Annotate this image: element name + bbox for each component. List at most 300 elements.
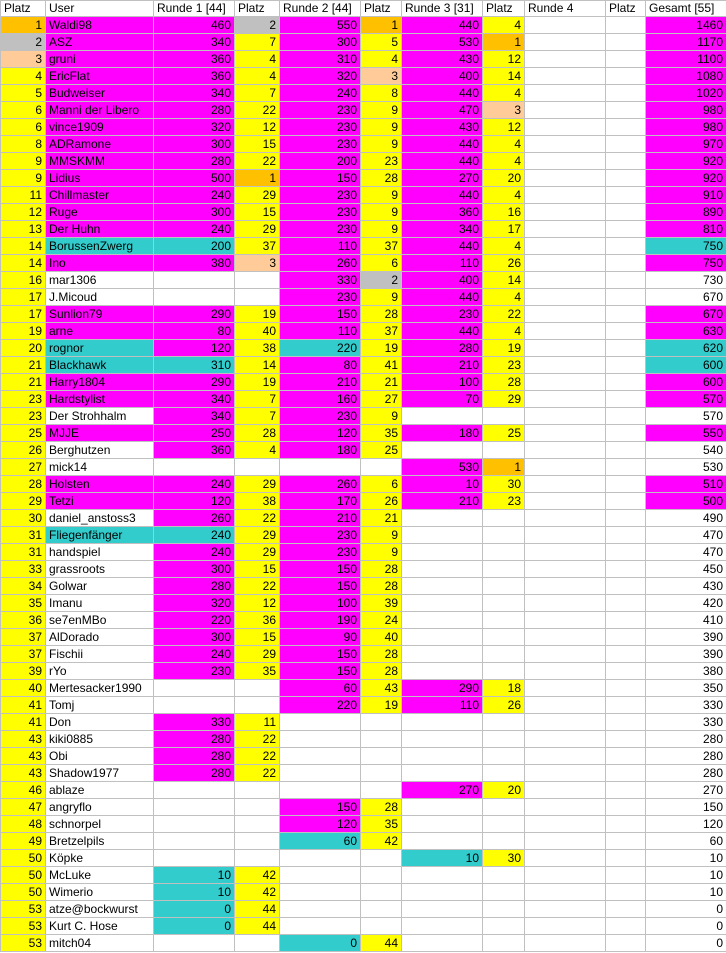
runde-4-points-cell[interactable]	[525, 833, 606, 850]
header-platz-runde-2[interactable]: Platz	[361, 1, 402, 17]
user-cell[interactable]: kiki0885	[46, 731, 154, 748]
runde-1-points-cell[interactable]: 340	[154, 391, 235, 408]
runde-1-points-cell[interactable]: 240	[154, 476, 235, 493]
rank-cell[interactable]: 34	[1, 578, 46, 595]
total-points-cell[interactable]: 570	[646, 391, 726, 408]
rank-cell[interactable]: 26	[1, 442, 46, 459]
runde-3-points-cell[interactable]	[402, 612, 483, 629]
runde-3-rank-cell[interactable]: 26	[483, 255, 525, 272]
runde-1-rank-cell[interactable]: 44	[235, 901, 280, 918]
runde-1-points-cell[interactable]: 120	[154, 493, 235, 510]
runde-1-rank-cell[interactable]: 29	[235, 187, 280, 204]
runde-4-rank-cell[interactable]	[606, 323, 646, 340]
runde-3-points-cell[interactable]: 440	[402, 136, 483, 153]
runde-3-rank-cell[interactable]	[483, 833, 525, 850]
runde-3-points-cell[interactable]	[402, 799, 483, 816]
runde-3-points-cell[interactable]: 470	[402, 102, 483, 119]
runde-1-points-cell[interactable]: 330	[154, 714, 235, 731]
runde-2-points-cell[interactable]	[280, 765, 361, 782]
runde-4-points-cell[interactable]	[525, 272, 606, 289]
runde-1-points-cell[interactable]: 260	[154, 510, 235, 527]
total-points-cell[interactable]: 390	[646, 646, 726, 663]
runde-2-points-cell[interactable]: 150	[280, 663, 361, 680]
runde-1-rank-cell[interactable]: 22	[235, 748, 280, 765]
runde-1-points-cell[interactable]: 280	[154, 153, 235, 170]
rank-cell[interactable]: 39	[1, 663, 46, 680]
total-points-cell[interactable]: 10	[646, 850, 726, 867]
user-cell[interactable]: Shadow1977	[46, 765, 154, 782]
runde-2-rank-cell[interactable]: 37	[361, 238, 402, 255]
runde-1-points-cell[interactable]: 360	[154, 442, 235, 459]
runde-4-rank-cell[interactable]	[606, 153, 646, 170]
runde-3-rank-cell[interactable]	[483, 867, 525, 884]
runde-1-rank-cell[interactable]	[235, 289, 280, 306]
rank-cell[interactable]: 41	[1, 697, 46, 714]
runde-3-rank-cell[interactable]: 3	[483, 102, 525, 119]
runde-3-rank-cell[interactable]: 29	[483, 391, 525, 408]
rank-cell[interactable]: 6	[1, 119, 46, 136]
runde-4-points-cell[interactable]	[525, 306, 606, 323]
rank-cell[interactable]: 4	[1, 68, 46, 85]
runde-1-points-cell[interactable]: 0	[154, 918, 235, 935]
runde-3-points-cell[interactable]	[402, 918, 483, 935]
runde-4-rank-cell[interactable]	[606, 238, 646, 255]
rank-cell[interactable]: 8	[1, 136, 46, 153]
runde-2-points-cell[interactable]	[280, 731, 361, 748]
runde-1-rank-cell[interactable]: 15	[235, 204, 280, 221]
total-points-cell[interactable]: 570	[646, 408, 726, 425]
runde-4-rank-cell[interactable]	[606, 612, 646, 629]
runde-4-points-cell[interactable]	[525, 527, 606, 544]
runde-2-points-cell[interactable]: 550	[280, 17, 361, 34]
runde-3-rank-cell[interactable]	[483, 595, 525, 612]
total-points-cell[interactable]: 920	[646, 153, 726, 170]
user-cell[interactable]: Tomj	[46, 697, 154, 714]
runde-2-points-cell[interactable]: 150	[280, 646, 361, 663]
runde-2-rank-cell[interactable]: 5	[361, 34, 402, 51]
runde-2-rank-cell[interactable]: 42	[361, 833, 402, 850]
runde-3-rank-cell[interactable]	[483, 442, 525, 459]
runde-3-points-cell[interactable]: 270	[402, 782, 483, 799]
header-runde-4[interactable]: Runde 4	[525, 1, 606, 17]
runde-4-rank-cell[interactable]	[606, 663, 646, 680]
runde-1-rank-cell[interactable]: 29	[235, 527, 280, 544]
runde-4-rank-cell[interactable]	[606, 646, 646, 663]
runde-1-rank-cell[interactable]: 19	[235, 306, 280, 323]
rank-cell[interactable]: 41	[1, 714, 46, 731]
runde-4-points-cell[interactable]	[525, 408, 606, 425]
runde-3-rank-cell[interactable]: 1	[483, 34, 525, 51]
runde-1-points-cell[interactable]	[154, 816, 235, 833]
runde-1-points-cell[interactable]: 240	[154, 544, 235, 561]
rank-cell[interactable]: 28	[1, 476, 46, 493]
total-points-cell[interactable]: 510	[646, 476, 726, 493]
runde-1-rank-cell[interactable]: 22	[235, 153, 280, 170]
user-cell[interactable]: daniel_anstoss3	[46, 510, 154, 527]
header-platz-runde-1[interactable]: Platz	[235, 1, 280, 17]
runde-1-rank-cell[interactable]: 19	[235, 374, 280, 391]
runde-1-rank-cell[interactable]	[235, 782, 280, 799]
runde-3-rank-cell[interactable]: 18	[483, 680, 525, 697]
rank-cell[interactable]: 9	[1, 170, 46, 187]
runde-3-rank-cell[interactable]: 16	[483, 204, 525, 221]
runde-4-points-cell[interactable]	[525, 255, 606, 272]
runde-4-points-cell[interactable]	[525, 561, 606, 578]
runde-1-rank-cell[interactable]	[235, 459, 280, 476]
runde-4-rank-cell[interactable]	[606, 306, 646, 323]
user-cell[interactable]: rYo	[46, 663, 154, 680]
runde-4-rank-cell[interactable]	[606, 119, 646, 136]
runde-1-rank-cell[interactable]: 7	[235, 34, 280, 51]
runde-1-rank-cell[interactable]: 38	[235, 340, 280, 357]
runde-4-points-cell[interactable]	[525, 782, 606, 799]
runde-2-rank-cell[interactable]: 28	[361, 799, 402, 816]
runde-3-points-cell[interactable]	[402, 527, 483, 544]
header-platz[interactable]: Platz	[1, 1, 46, 17]
rank-cell[interactable]: 36	[1, 612, 46, 629]
runde-3-rank-cell[interactable]: 4	[483, 187, 525, 204]
runde-2-points-cell[interactable]: 110	[280, 323, 361, 340]
runde-1-rank-cell[interactable]: 22	[235, 510, 280, 527]
rank-cell[interactable]: 6	[1, 102, 46, 119]
runde-1-rank-cell[interactable]: 38	[235, 493, 280, 510]
runde-1-rank-cell[interactable]	[235, 816, 280, 833]
runde-3-points-cell[interactable]: 430	[402, 51, 483, 68]
runde-3-rank-cell[interactable]	[483, 561, 525, 578]
runde-2-points-cell[interactable]: 220	[280, 340, 361, 357]
runde-1-rank-cell[interactable]: 35	[235, 663, 280, 680]
runde-2-points-cell[interactable]: 0	[280, 935, 361, 952]
runde-2-points-cell[interactable]: 210	[280, 374, 361, 391]
total-points-cell[interactable]: 280	[646, 765, 726, 782]
rank-cell[interactable]: 29	[1, 493, 46, 510]
rank-cell[interactable]: 17	[1, 306, 46, 323]
total-points-cell[interactable]: 920	[646, 170, 726, 187]
user-cell[interactable]: Der Huhn	[46, 221, 154, 238]
runde-4-points-cell[interactable]	[525, 799, 606, 816]
runde-4-rank-cell[interactable]	[606, 867, 646, 884]
user-cell[interactable]: Mertesacker1990	[46, 680, 154, 697]
total-points-cell[interactable]: 1100	[646, 51, 726, 68]
runde-3-points-cell[interactable]: 290	[402, 680, 483, 697]
total-points-cell[interactable]: 980	[646, 102, 726, 119]
runde-3-rank-cell[interactable]: 17	[483, 221, 525, 238]
runde-3-points-cell[interactable]: 400	[402, 272, 483, 289]
runde-2-rank-cell[interactable]: 44	[361, 935, 402, 952]
runde-1-rank-cell[interactable]: 14	[235, 357, 280, 374]
runde-3-points-cell[interactable]: 440	[402, 17, 483, 34]
rank-cell[interactable]: 46	[1, 782, 46, 799]
runde-4-points-cell[interactable]	[525, 204, 606, 221]
user-cell[interactable]: mar1306	[46, 272, 154, 289]
runde-1-points-cell[interactable]: 320	[154, 119, 235, 136]
runde-2-points-cell[interactable]: 150	[280, 170, 361, 187]
runde-4-rank-cell[interactable]	[606, 884, 646, 901]
runde-3-points-cell[interactable]	[402, 663, 483, 680]
runde-2-points-cell[interactable]	[280, 901, 361, 918]
runde-2-points-cell[interactable]: 230	[280, 119, 361, 136]
runde-3-rank-cell[interactable]	[483, 629, 525, 646]
runde-3-points-cell[interactable]: 210	[402, 357, 483, 374]
runde-3-points-cell[interactable]: 110	[402, 255, 483, 272]
total-points-cell[interactable]: 0	[646, 935, 726, 952]
user-cell[interactable]: mitch04	[46, 935, 154, 952]
runde-1-points-cell[interactable]	[154, 459, 235, 476]
runde-1-rank-cell[interactable]: 4	[235, 68, 280, 85]
runde-4-points-cell[interactable]	[525, 918, 606, 935]
runde-2-rank-cell[interactable]: 37	[361, 323, 402, 340]
total-points-cell[interactable]: 10	[646, 884, 726, 901]
user-cell[interactable]: gruni	[46, 51, 154, 68]
total-points-cell[interactable]: 470	[646, 544, 726, 561]
runde-3-rank-cell[interactable]	[483, 612, 525, 629]
total-points-cell[interactable]: 270	[646, 782, 726, 799]
runde-4-rank-cell[interactable]	[606, 272, 646, 289]
runde-2-points-cell[interactable]: 90	[280, 629, 361, 646]
runde-1-points-cell[interactable]: 10	[154, 867, 235, 884]
user-cell[interactable]: Ino	[46, 255, 154, 272]
runde-4-rank-cell[interactable]	[606, 782, 646, 799]
runde-4-points-cell[interactable]	[525, 119, 606, 136]
runde-2-rank-cell[interactable]: 9	[361, 102, 402, 119]
runde-3-rank-cell[interactable]: 4	[483, 153, 525, 170]
runde-4-points-cell[interactable]	[525, 493, 606, 510]
runde-2-points-cell[interactable]: 260	[280, 255, 361, 272]
user-cell[interactable]: Budweiser	[46, 85, 154, 102]
runde-4-rank-cell[interactable]	[606, 34, 646, 51]
runde-3-rank-cell[interactable]: 20	[483, 782, 525, 799]
runde-1-points-cell[interactable]: 300	[154, 204, 235, 221]
runde-1-rank-cell[interactable]: 29	[235, 646, 280, 663]
runde-3-rank-cell[interactable]	[483, 408, 525, 425]
runde-1-points-cell[interactable]: 340	[154, 85, 235, 102]
header-runde-3[interactable]: Runde 3 [31]	[402, 1, 483, 17]
runde-3-rank-cell[interactable]: 14	[483, 272, 525, 289]
runde-1-points-cell[interactable]: 290	[154, 374, 235, 391]
rank-cell[interactable]: 19	[1, 323, 46, 340]
user-cell[interactable]: J.Micoud	[46, 289, 154, 306]
runde-4-rank-cell[interactable]	[606, 68, 646, 85]
runde-1-rank-cell[interactable]: 4	[235, 442, 280, 459]
runde-4-rank-cell[interactable]	[606, 561, 646, 578]
rank-cell[interactable]: 30	[1, 510, 46, 527]
runde-2-points-cell[interactable]: 240	[280, 85, 361, 102]
user-cell[interactable]: Chillmaster	[46, 187, 154, 204]
total-points-cell[interactable]: 410	[646, 612, 726, 629]
runde-2-rank-cell[interactable]: 26	[361, 493, 402, 510]
rank-cell[interactable]: 2	[1, 34, 46, 51]
runde-4-points-cell[interactable]	[525, 136, 606, 153]
runde-2-rank-cell[interactable]	[361, 459, 402, 476]
total-points-cell[interactable]: 330	[646, 714, 726, 731]
runde-3-rank-cell[interactable]	[483, 918, 525, 935]
runde-4-points-cell[interactable]	[525, 901, 606, 918]
runde-1-points-cell[interactable]: 280	[154, 731, 235, 748]
rank-cell[interactable]: 27	[1, 459, 46, 476]
rank-cell[interactable]: 47	[1, 799, 46, 816]
runde-4-rank-cell[interactable]	[606, 510, 646, 527]
runde-3-points-cell[interactable]: 360	[402, 204, 483, 221]
total-points-cell[interactable]: 120	[646, 816, 726, 833]
runde-4-points-cell[interactable]	[525, 646, 606, 663]
rank-cell[interactable]: 49	[1, 833, 46, 850]
runde-1-rank-cell[interactable]: 11	[235, 714, 280, 731]
user-cell[interactable]: BorussenZwerg	[46, 238, 154, 255]
rank-cell[interactable]: 20	[1, 340, 46, 357]
runde-1-rank-cell[interactable]: 42	[235, 867, 280, 884]
runde-4-points-cell[interactable]	[525, 765, 606, 782]
rank-cell[interactable]: 31	[1, 527, 46, 544]
runde-4-points-cell[interactable]	[525, 34, 606, 51]
user-cell[interactable]: ADRamone	[46, 136, 154, 153]
runde-2-rank-cell[interactable]: 19	[361, 340, 402, 357]
runde-1-rank-cell[interactable]: 2	[235, 17, 280, 34]
rank-cell[interactable]: 21	[1, 357, 46, 374]
runde-4-points-cell[interactable]	[525, 629, 606, 646]
runde-3-points-cell[interactable]: 400	[402, 68, 483, 85]
runde-3-points-cell[interactable]: 530	[402, 34, 483, 51]
runde-4-points-cell[interactable]	[525, 221, 606, 238]
runde-4-points-cell[interactable]	[525, 187, 606, 204]
user-cell[interactable]: Ruge	[46, 204, 154, 221]
runde-1-points-cell[interactable]: 240	[154, 221, 235, 238]
total-points-cell[interactable]: 620	[646, 340, 726, 357]
runde-4-points-cell[interactable]	[525, 425, 606, 442]
runde-1-rank-cell[interactable]: 28	[235, 425, 280, 442]
runde-2-rank-cell[interactable]	[361, 918, 402, 935]
total-points-cell[interactable]: 910	[646, 187, 726, 204]
runde-1-rank-cell[interactable]: 29	[235, 221, 280, 238]
runde-3-points-cell[interactable]	[402, 748, 483, 765]
user-cell[interactable]: Der Strohhalm	[46, 408, 154, 425]
runde-2-points-cell[interactable]: 180	[280, 442, 361, 459]
runde-3-rank-cell[interactable]	[483, 731, 525, 748]
runde-1-points-cell[interactable]: 340	[154, 408, 235, 425]
runde-4-rank-cell[interactable]	[606, 476, 646, 493]
runde-1-points-cell[interactable]	[154, 272, 235, 289]
user-cell[interactable]: se7enMBo	[46, 612, 154, 629]
runde-4-points-cell[interactable]	[525, 102, 606, 119]
runde-2-rank-cell[interactable]: 4	[361, 51, 402, 68]
runde-1-rank-cell[interactable]	[235, 799, 280, 816]
runde-4-points-cell[interactable]	[525, 170, 606, 187]
user-cell[interactable]: Blackhawk	[46, 357, 154, 374]
runde-4-points-cell[interactable]	[525, 85, 606, 102]
runde-3-rank-cell[interactable]: 4	[483, 238, 525, 255]
runde-2-points-cell[interactable]: 170	[280, 493, 361, 510]
runde-4-rank-cell[interactable]	[606, 850, 646, 867]
runde-2-rank-cell[interactable]: 23	[361, 153, 402, 170]
runde-3-points-cell[interactable]: 70	[402, 391, 483, 408]
user-cell[interactable]: Golwar	[46, 578, 154, 595]
runde-1-rank-cell[interactable]: 1	[235, 170, 280, 187]
runde-1-points-cell[interactable]: 80	[154, 323, 235, 340]
total-points-cell[interactable]: 600	[646, 374, 726, 391]
runde-1-points-cell[interactable]: 500	[154, 170, 235, 187]
runde-4-rank-cell[interactable]	[606, 799, 646, 816]
user-cell[interactable]: ASZ	[46, 34, 154, 51]
total-points-cell[interactable]: 1080	[646, 68, 726, 85]
rank-cell[interactable]: 50	[1, 850, 46, 867]
runde-4-points-cell[interactable]	[525, 374, 606, 391]
runde-1-rank-cell[interactable]: 7	[235, 408, 280, 425]
runde-2-points-cell[interactable]: 210	[280, 510, 361, 527]
runde-1-rank-cell[interactable]: 42	[235, 884, 280, 901]
runde-2-points-cell[interactable]	[280, 867, 361, 884]
runde-1-rank-cell[interactable]: 15	[235, 136, 280, 153]
runde-2-rank-cell[interactable]: 25	[361, 442, 402, 459]
runde-3-rank-cell[interactable]	[483, 935, 525, 952]
header-platz-runde-3[interactable]: Platz	[483, 1, 525, 17]
runde-3-rank-cell[interactable]: 4	[483, 136, 525, 153]
runde-2-rank-cell[interactable]: 28	[361, 578, 402, 595]
runde-3-points-cell[interactable]: 230	[402, 306, 483, 323]
runde-4-rank-cell[interactable]	[606, 833, 646, 850]
runde-2-rank-cell[interactable]: 35	[361, 425, 402, 442]
runde-1-rank-cell[interactable]	[235, 935, 280, 952]
runde-1-points-cell[interactable]: 280	[154, 765, 235, 782]
runde-4-points-cell[interactable]	[525, 748, 606, 765]
runde-2-points-cell[interactable]	[280, 850, 361, 867]
runde-4-rank-cell[interactable]	[606, 136, 646, 153]
runde-1-rank-cell[interactable]: 7	[235, 85, 280, 102]
user-cell[interactable]: EricFlat	[46, 68, 154, 85]
runde-3-points-cell[interactable]	[402, 884, 483, 901]
runde-2-rank-cell[interactable]	[361, 714, 402, 731]
runde-1-points-cell[interactable]: 310	[154, 357, 235, 374]
rank-cell[interactable]: 53	[1, 935, 46, 952]
total-points-cell[interactable]: 450	[646, 561, 726, 578]
rank-cell[interactable]: 12	[1, 204, 46, 221]
runde-4-points-cell[interactable]	[525, 17, 606, 34]
user-cell[interactable]: McLuke	[46, 867, 154, 884]
runde-1-rank-cell[interactable]: 4	[235, 51, 280, 68]
runde-4-rank-cell[interactable]	[606, 170, 646, 187]
user-cell[interactable]: vince1909	[46, 119, 154, 136]
rank-cell[interactable]: 1	[1, 17, 46, 34]
runde-3-points-cell[interactable]	[402, 646, 483, 663]
runde-1-points-cell[interactable]: 230	[154, 663, 235, 680]
runde-3-rank-cell[interactable]	[483, 663, 525, 680]
runde-4-rank-cell[interactable]	[606, 374, 646, 391]
runde-1-points-cell[interactable]: 290	[154, 306, 235, 323]
runde-4-points-cell[interactable]	[525, 289, 606, 306]
runde-1-points-cell[interactable]	[154, 697, 235, 714]
runde-2-points-cell[interactable]	[280, 459, 361, 476]
runde-2-points-cell[interactable]: 80	[280, 357, 361, 374]
runde-4-rank-cell[interactable]	[606, 493, 646, 510]
runde-4-points-cell[interactable]	[525, 238, 606, 255]
user-cell[interactable]: Manni der Libero	[46, 102, 154, 119]
rank-cell[interactable]: 5	[1, 85, 46, 102]
runde-3-points-cell[interactable]	[402, 544, 483, 561]
runde-1-points-cell[interactable]: 240	[154, 527, 235, 544]
runde-1-rank-cell[interactable]: 22	[235, 731, 280, 748]
runde-3-rank-cell[interactable]: 30	[483, 476, 525, 493]
header-gesamt[interactable]: Gesamt [55]	[646, 1, 726, 17]
runde-2-rank-cell[interactable]: 41	[361, 357, 402, 374]
runde-2-points-cell[interactable]	[280, 884, 361, 901]
runde-2-points-cell[interactable]: 320	[280, 68, 361, 85]
runde-3-points-cell[interactable]	[402, 561, 483, 578]
runde-3-rank-cell[interactable]	[483, 544, 525, 561]
runde-3-points-cell[interactable]: 440	[402, 323, 483, 340]
header-runde-2[interactable]: Runde 2 [44]	[280, 1, 361, 17]
runde-3-rank-cell[interactable]: 4	[483, 323, 525, 340]
runde-2-rank-cell[interactable]	[361, 731, 402, 748]
runde-3-points-cell[interactable]: 10	[402, 850, 483, 867]
runde-2-points-cell[interactable]: 220	[280, 697, 361, 714]
